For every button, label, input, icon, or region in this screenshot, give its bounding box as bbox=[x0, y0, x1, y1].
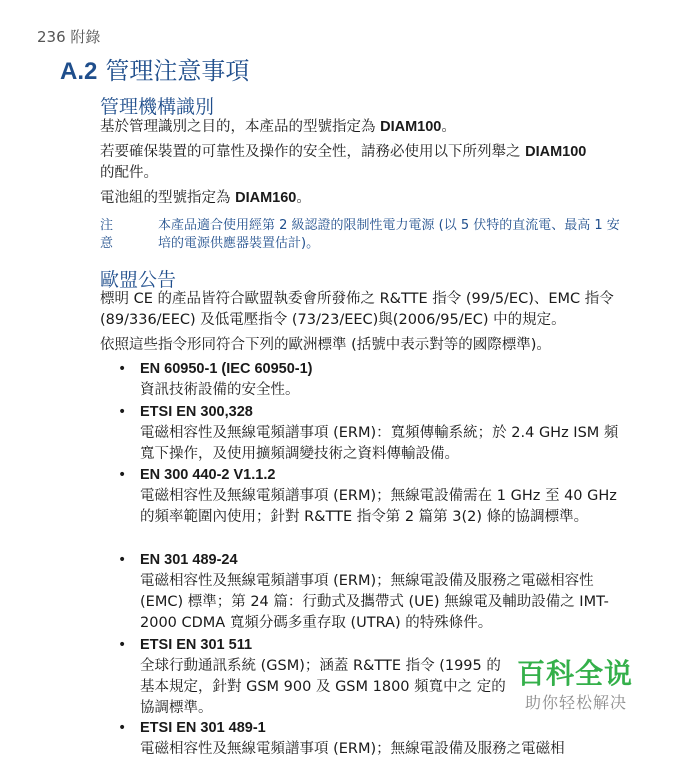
model-number: DIAM100 bbox=[525, 144, 587, 160]
note-text: 本產品適合使用經第 2 級認證的限制性電力電源 (以 5 伏特的直流電、最高 1 安培的電源供應器裝置估計)。 bbox=[158, 218, 620, 251]
bullet: • bbox=[118, 404, 127, 420]
eu-paragraph-1: 標明 CE 的產品皆符合歐盟執委會所發佈之 R&TTE 指令 (99/5/EC)、EMC 指令 (89/336/EEC) 及低電壓指令 (73/23/EEC)與(2006/95/EC) 中的規定。 bbox=[100, 291, 614, 328]
bullet: • bbox=[118, 637, 127, 653]
eu-heading: 歐盟公告 bbox=[100, 269, 177, 291]
model-number: DIAM100 bbox=[380, 119, 442, 135]
standard-description: 電磁相容性及無線電頻譜事項 (ERM)：寬頻傳輸系統；於 2.4 GHz ISM 頻寬下操作，及使用擴頻調變技術之資料傳輸設備。 bbox=[140, 425, 619, 462]
battery-model-number: DIAM160 bbox=[235, 190, 297, 206]
bullet: • bbox=[118, 720, 127, 736]
standard-title: EN 60950-1 (IEC 60950-1) bbox=[140, 361, 313, 377]
identification-paragraph-1: 基於管理識別之目的，本產品的型號指定為 DIAM100。 bbox=[100, 119, 456, 135]
eu-paragraph-2: 依照這些指令形同符合下列的歐洲標準 (括號中表示對等的國際標準)。 bbox=[100, 337, 551, 353]
section-title-text: 管理注意事項 bbox=[105, 57, 250, 85]
note-label: 注意 bbox=[100, 218, 114, 251]
standard-title: ETSI EN 301 511 bbox=[140, 637, 253, 653]
standard-description: 電磁相容性及無線電頻譜事項 (ERM)；無線電設備及服務之電磁相 bbox=[140, 741, 565, 757]
standard-title: ETSI EN 301 489-1 bbox=[140, 720, 266, 736]
identification-paragraph-2: 若要確保裝置的可靠性及操作的安全性，請務必使用以下所列舉之 DIAM100 的配件。 bbox=[100, 144, 587, 181]
standard-description: 全球行動通訊系統 (GSM)；涵蓋 R&TTE 指令 (1995 的基本規定，針對 GSM 900 及 GSM 1800 頻寬中之 定的協調標準。 bbox=[140, 658, 506, 716]
bullet: • bbox=[118, 552, 127, 568]
watermark-tagline: 助你轻松解决 bbox=[525, 693, 628, 712]
section-title bbox=[60, 51, 249, 86]
standard-description: 電磁相容性及無線電頻譜事項 (ERM)；無線電設備需在 1 GHz 至 40 GHz 的頻率範圍內使用；針對 R&TTE 指令第 2 篇第 3(2) 條的協調標準。 bbox=[140, 488, 617, 525]
bullet: • bbox=[118, 361, 127, 377]
standard-description: 電磁相容性及無線電頻譜事項 (ERM)；無線電設備及服務之電磁相容性 (EMC) 標準；第 24 篇：行動式及攜帶式 (UE) 無線電及輔助設備之 IMT-2000 CDMA 寬頻分碼多重存取 (UTRA) 的特殊條件。 bbox=[140, 573, 609, 631]
page-header: 236 附錄 bbox=[37, 28, 101, 46]
identification-heading: 管理機構識別 bbox=[100, 96, 215, 118]
standard-description: 資訊技術設備的安全性。 bbox=[140, 382, 300, 398]
bullet: • bbox=[118, 467, 127, 483]
standard-title: ETSI EN 300,328 bbox=[140, 404, 253, 420]
identification-paragraph-3: 電池組的型號指定為 DIAM160。 bbox=[100, 190, 311, 206]
section-number: A.2 bbox=[60, 58, 98, 85]
standard-title: EN 301 489-24 bbox=[140, 552, 238, 568]
watermark-brand: 百科全说 bbox=[517, 657, 634, 690]
standard-title: EN 300 440-2 V1.1.2 bbox=[140, 467, 276, 483]
watermark-logo bbox=[517, 652, 633, 713]
